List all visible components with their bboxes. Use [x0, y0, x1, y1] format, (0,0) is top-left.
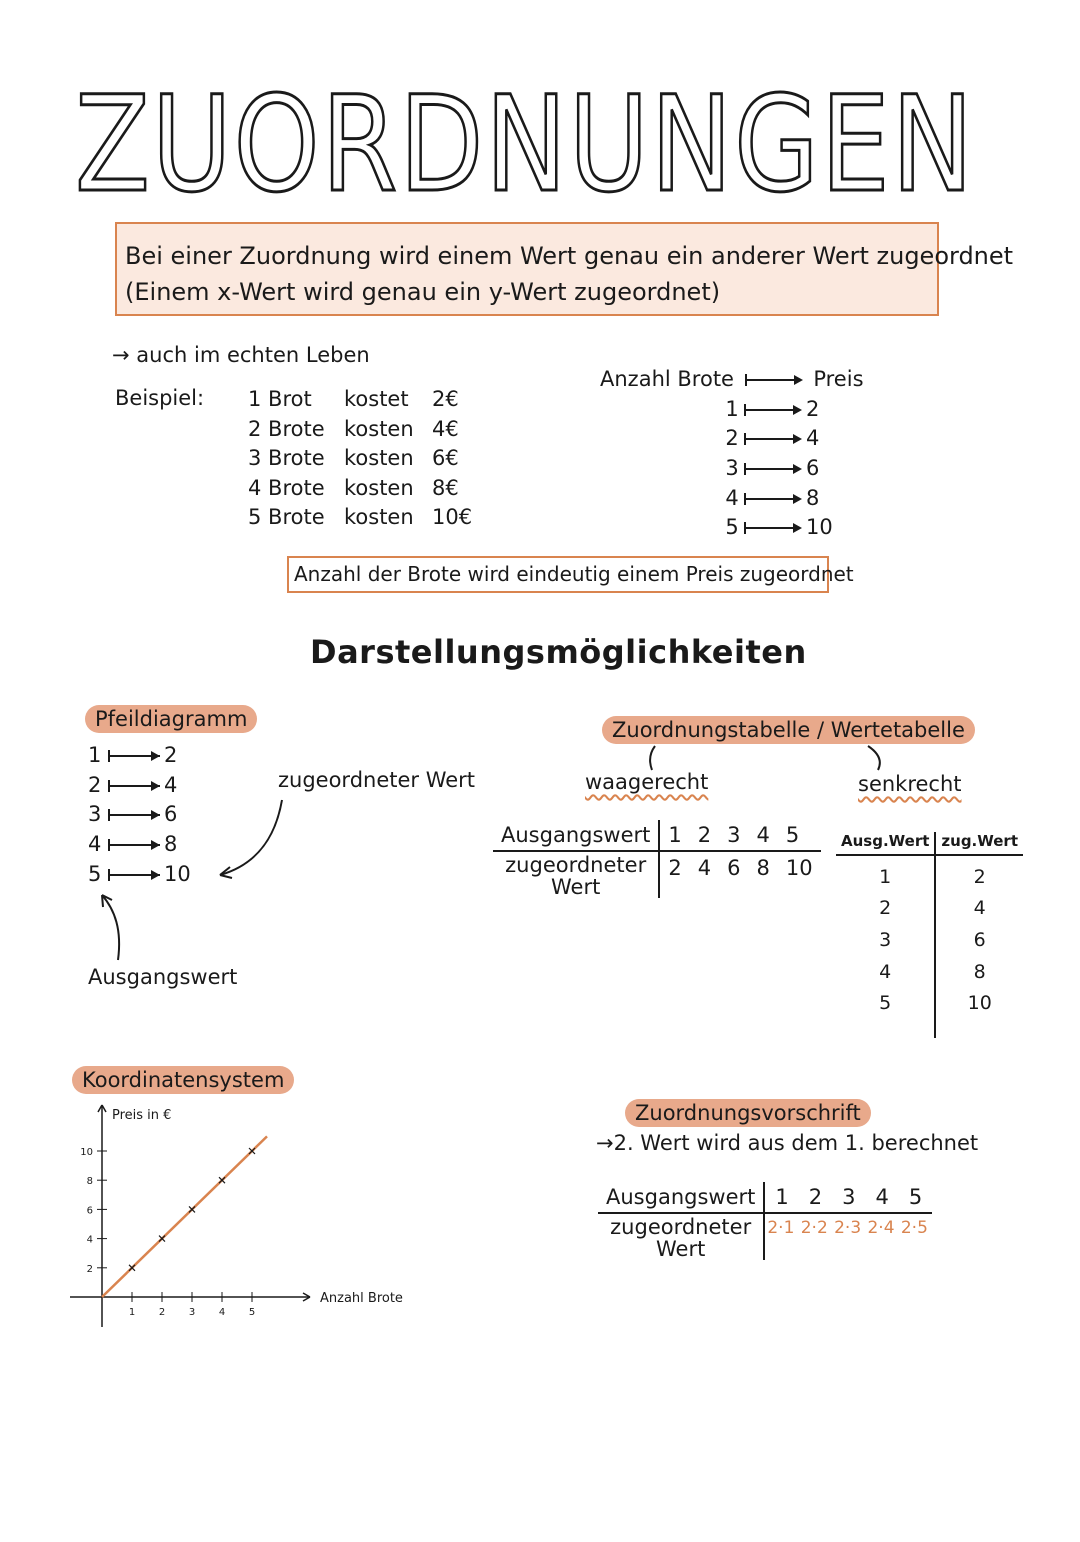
table-cell: 2·5: [900, 1218, 928, 1238]
horizontal-value-table: [493, 820, 821, 898]
table-cell: 2: [836, 893, 935, 925]
page-title-text: ZUORDNUNGEN: [75, 68, 975, 222]
mapping-header: [600, 365, 864, 395]
x-tick-label: 1: [128, 1307, 136, 1318]
table-cell: 4: [865, 1182, 898, 1213]
x-tick-label: 2: [158, 1307, 166, 1318]
maps-to-arrow-icon: [745, 374, 803, 386]
table-cell: 4: [697, 856, 712, 880]
example-price: 2€: [432, 387, 459, 411]
branch-line-left: [650, 746, 655, 770]
diagram-from: 5: [88, 861, 102, 886]
definition-box: [115, 222, 1014, 316]
column-header: Ausg.Wert: [836, 832, 935, 855]
mapping-from: 5: [725, 515, 739, 540]
table-cell: 8: [973, 960, 986, 983]
table-cell: 1: [836, 855, 935, 893]
x-tick-label: 3: [188, 1307, 196, 1318]
definition-line-2: (Einem x-Wert wird genau ein y-Wert zugeordnet): [125, 278, 721, 306]
maps-to-arrow-icon: [744, 522, 802, 534]
example-price: 10€: [432, 505, 473, 529]
diagram-to: 10: [164, 861, 191, 886]
table-row: [836, 855, 1023, 893]
maps-to-arrow-icon: [744, 463, 802, 475]
row-label: Ausgangswert: [493, 820, 659, 851]
example-item: 2 Brote: [248, 416, 325, 441]
maps-to-arrow-icon: [744, 433, 802, 445]
table-cell: 2: [690, 820, 719, 851]
table-cell: 1: [659, 820, 689, 851]
table-row: [598, 1213, 932, 1260]
page-title: [70, 68, 980, 222]
y-tick-label: 10: [80, 1147, 93, 1158]
mapping-from: 3: [725, 456, 739, 481]
annotation-arrows: [90, 795, 290, 970]
example-verb: kosten: [344, 416, 414, 441]
example-price-list: [248, 385, 472, 533]
table-cell: 8: [756, 856, 770, 880]
table-cell: 2: [799, 1182, 832, 1213]
maps-to-arrow-icon: [744, 493, 802, 505]
coordinate-chart: [60, 1095, 440, 1335]
y-tick-label: 8: [86, 1176, 93, 1188]
koordinatensystem-label: Koordinatensystem: [72, 1066, 294, 1094]
example-verb: kosten: [344, 475, 414, 500]
y-axis-label: Preis in €: [112, 1108, 172, 1123]
table-cell: 3: [836, 924, 935, 956]
table-cell: 5: [836, 987, 935, 1038]
data-point: [159, 1236, 165, 1242]
diagram-to: 2: [164, 743, 178, 767]
data-point: [189, 1206, 195, 1212]
mapping-from: 4: [725, 485, 739, 510]
table-cell: 4: [973, 897, 986, 920]
y-tick-label: 4: [86, 1234, 93, 1246]
x-tick-label: 5: [248, 1307, 256, 1318]
example-item: 1 Brot: [248, 387, 312, 411]
table-cell: 4: [836, 956, 935, 988]
table-cell: 2·4: [867, 1218, 895, 1238]
mapping-to: 4: [806, 426, 820, 451]
series-line-preis: [102, 1136, 267, 1297]
example-mapping: [600, 365, 864, 543]
list-item: [248, 474, 472, 504]
table-cell: 4: [748, 820, 777, 851]
x-axis-label: Anzahl Brote: [320, 1291, 403, 1306]
diagram-to: 4: [164, 772, 178, 797]
example-conclusion: Anzahl der Brote wird eindeutig einem Preis zugeordnet: [287, 556, 829, 593]
list-item: [248, 503, 472, 533]
mapping-header-left: Anzahl Brote: [600, 367, 734, 391]
zuordnungstabelle-label: Zuordnungstabelle / Wertetabelle: [602, 716, 975, 744]
list-item: [248, 444, 472, 474]
diagram-from: 1: [88, 743, 102, 767]
table-header-row: [836, 832, 1023, 855]
list-item: [248, 415, 472, 445]
example-item: 4 Brote: [248, 475, 325, 500]
section-heading: Darstellungsmöglichkeiten: [310, 633, 807, 671]
list-item: [724, 513, 864, 543]
table-row: [836, 987, 1023, 1038]
example-verb: kostet: [344, 387, 409, 411]
mapping-to: 8: [806, 485, 820, 510]
maps-to-arrow-icon: [108, 780, 160, 792]
y-tick-label: 2: [86, 1263, 93, 1275]
data-point: [249, 1148, 255, 1154]
data-point: [129, 1265, 135, 1271]
mapping-from: 2: [725, 426, 739, 451]
pfeildiagramm-label: Pfeildiagramm: [85, 705, 257, 733]
mapping-from: 1: [725, 396, 739, 421]
row-label: zugeordneter Wert: [598, 1213, 764, 1260]
maps-to-arrow-icon: [744, 404, 802, 416]
column-header: zug.Wert: [935, 832, 1023, 855]
table-cell: 10: [785, 856, 813, 880]
list-item: [724, 484, 864, 514]
mapping-header-right: Preis: [813, 367, 864, 391]
vertical-value-table: [836, 832, 1023, 1038]
table-cell: 10: [967, 992, 992, 1015]
example-verb: kosten: [344, 446, 414, 470]
x-tick-label: 4: [218, 1307, 226, 1318]
diagram-to: 6: [164, 802, 178, 827]
example-item: 3 Brote: [248, 446, 325, 470]
mapping-to: 2: [806, 396, 820, 421]
table-row: [836, 924, 1023, 956]
mapping-to: 6: [806, 456, 820, 481]
annotation-target-label: zugeordneter Wert: [278, 768, 476, 792]
diagram-from: 3: [88, 802, 102, 827]
list-item: [248, 385, 472, 415]
example-intro: → auch im echten Leben: [112, 343, 370, 367]
table-cell: 5: [899, 1182, 932, 1213]
example-price: 4€: [432, 416, 459, 441]
table-cell: 2·2: [800, 1218, 828, 1238]
table-cell: 2·3: [834, 1218, 862, 1238]
table-cell: 2: [668, 856, 682, 880]
annotation-arrow-source: [102, 895, 119, 960]
table-cell: 2: [973, 865, 986, 888]
table-row: [493, 851, 821, 898]
senkrecht-label: senkrecht: [858, 772, 962, 796]
maps-to-arrow-icon: [108, 750, 160, 762]
table-cell: 6: [973, 928, 986, 951]
example-item: 5 Brote: [248, 505, 325, 529]
diagram-to: 8: [164, 832, 178, 857]
list-item: [724, 424, 864, 454]
row-label: Ausgangswert: [598, 1182, 764, 1213]
list-item: [88, 741, 191, 771]
rule-table: [598, 1182, 932, 1260]
table-row: [493, 820, 821, 851]
table-cell: 6: [727, 856, 741, 880]
y-tick-label: 6: [86, 1205, 93, 1217]
waagerecht-label: waagerecht: [585, 770, 709, 794]
table-cell: 1: [764, 1182, 798, 1213]
table-row: [836, 893, 1023, 925]
annotation-arrow-target: [220, 800, 282, 875]
diagram-from: 2: [88, 772, 102, 797]
branch-line-right: [868, 746, 880, 770]
table-cell: 3: [832, 1182, 865, 1213]
table-cell: 5: [778, 820, 821, 851]
list-item: [724, 454, 864, 484]
table-row: [836, 956, 1023, 988]
table-cell: 3: [719, 820, 748, 851]
diagram-from: 4: [88, 832, 102, 857]
mapping-to: 10: [806, 515, 833, 540]
list-item: [724, 395, 864, 425]
table-cell: 2·1: [767, 1218, 795, 1238]
definition-line-1: Bei einer Zuordnung wird einem Wert genau ein anderer Wert zugeordnet: [125, 242, 1014, 270]
example-verb: kosten: [344, 505, 414, 529]
example-price: 8€: [432, 475, 459, 500]
row-label: zugeordneter Wert: [493, 851, 659, 898]
zuordnungsvorschrift-note: →2. Wert wird aus dem 1. berechnet: [596, 1131, 979, 1155]
zuordnungsvorschrift-label: Zuordnungsvorschrift: [625, 1099, 871, 1127]
annotation-source-label: Ausgangswert: [88, 965, 238, 989]
example-label: Beispiel:: [115, 386, 205, 410]
table-row: [598, 1182, 932, 1213]
data-point: [219, 1177, 225, 1183]
example-price: 6€: [432, 446, 459, 470]
